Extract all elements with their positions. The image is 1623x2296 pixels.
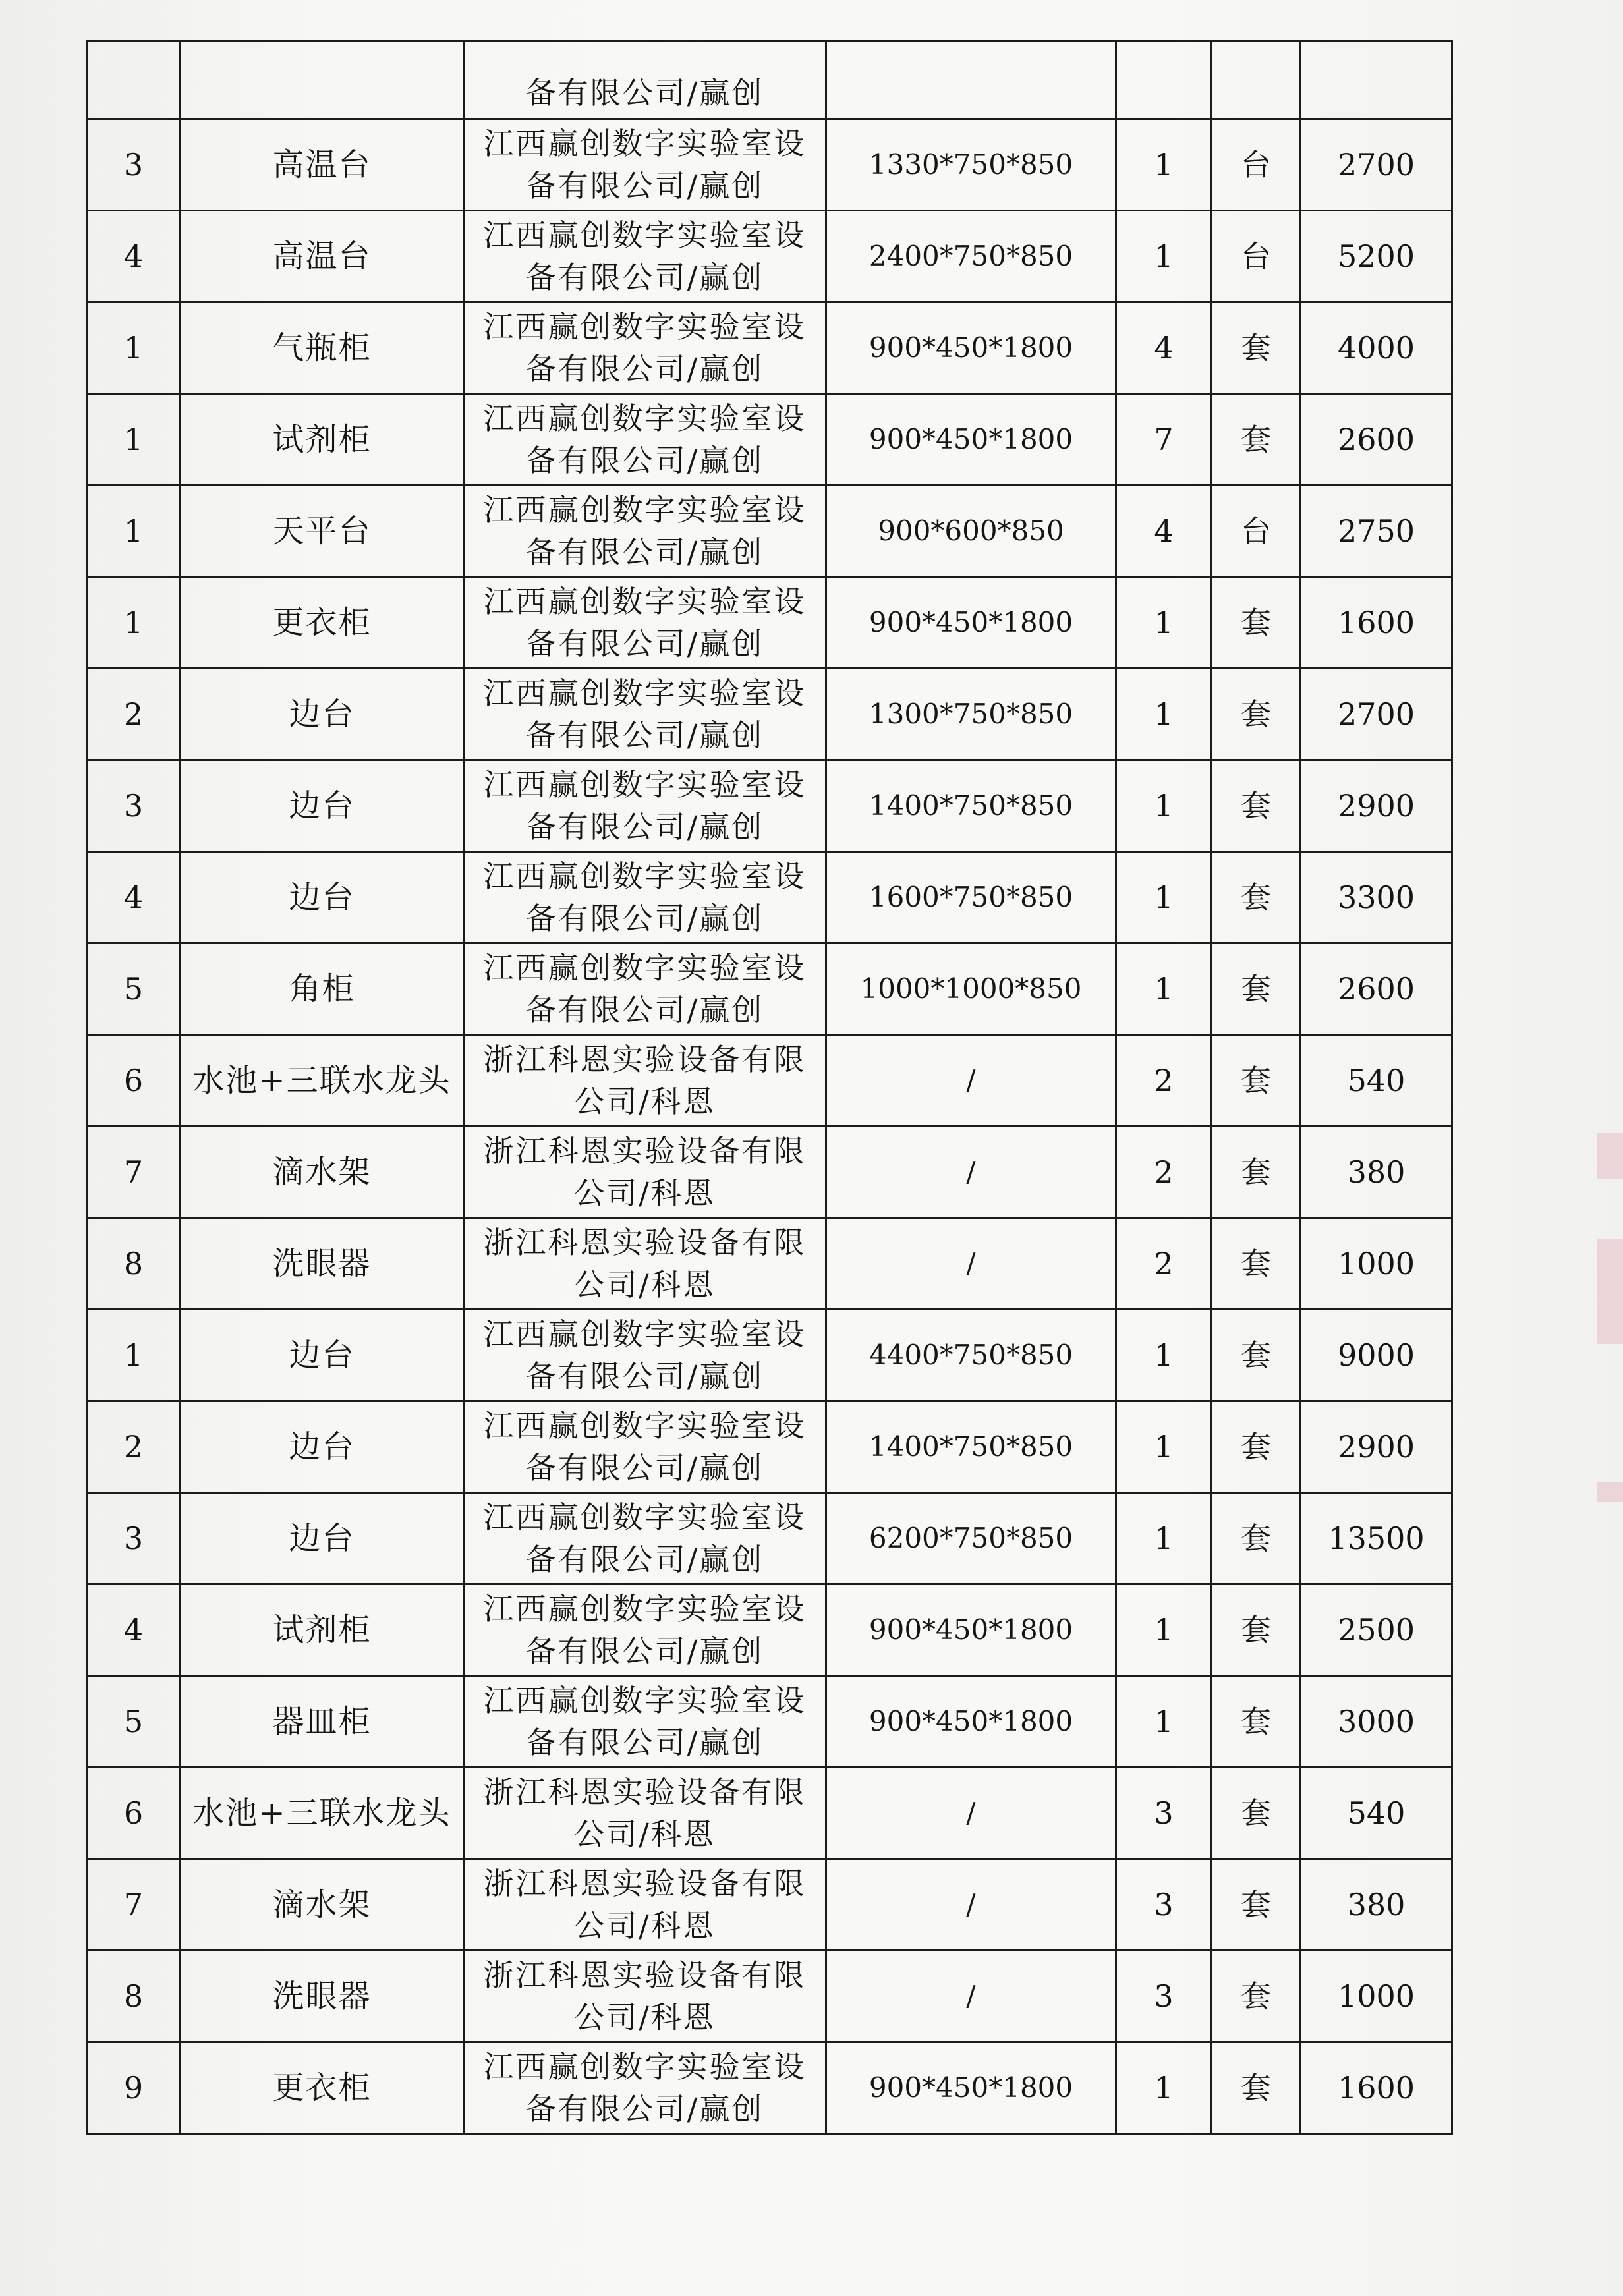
cell-name: 滴水架 xyxy=(181,1127,464,1218)
table-row xyxy=(87,1493,1452,1584)
cell-unit: 套 xyxy=(1212,760,1301,852)
table-row xyxy=(87,1951,1452,2042)
cell-qty: 4 xyxy=(1116,302,1212,394)
cell-qty: 1 xyxy=(1116,943,1212,1035)
cell-spec: 900*600*850 xyxy=(826,486,1116,577)
cell-no: 7 xyxy=(87,1127,181,1218)
cell-supplier: 江西赢创数字实验室设备有限公司/赢创 xyxy=(464,119,826,211)
cell-spec: / xyxy=(826,1127,1116,1218)
cell-price: 3300 xyxy=(1301,852,1452,943)
cell-supplier: 江西赢创数字实验室设备有限公司/赢创 xyxy=(464,1401,826,1493)
cell-qty: 1 xyxy=(1116,1401,1212,1493)
cell-unit: 套 xyxy=(1212,577,1301,669)
cell-unit: 套 xyxy=(1212,1035,1301,1127)
cell-no: 6 xyxy=(87,1768,181,1859)
table-row xyxy=(87,1310,1452,1401)
cell-supplier: 江西赢创数字实验室设备有限公司/赢创 xyxy=(464,760,826,852)
table-row xyxy=(87,852,1452,943)
cell-name: 水池+三联水龙头 xyxy=(181,1035,464,1127)
cell-supplier: 江西赢创数字实验室设备有限公司/赢创 xyxy=(464,943,826,1035)
cell-unit: 套 xyxy=(1212,943,1301,1035)
cell-unit: 套 xyxy=(1212,1768,1301,1859)
cell-qty xyxy=(1116,41,1212,119)
cell-no: 1 xyxy=(87,394,181,486)
cell-qty: 1 xyxy=(1116,211,1212,302)
cell-supplier: 江西赢创数字实验室设备有限公司/赢创 xyxy=(464,1584,826,1676)
cell-name: 边台 xyxy=(181,1401,464,1493)
cell-qty: 2 xyxy=(1116,1127,1212,1218)
cell-supplier: 江西赢创数字实验室设备有限公司/赢创 xyxy=(464,852,826,943)
cell-supplier: 江西赢创数字实验室设备有限公司/赢创 xyxy=(464,486,826,577)
table-body xyxy=(87,41,1452,2134)
cell-no: 4 xyxy=(87,211,181,302)
cell-no: 7 xyxy=(87,1859,181,1951)
cell-price: 380 xyxy=(1301,1859,1452,1951)
cell-no: 3 xyxy=(87,1493,181,1584)
cell-price: 540 xyxy=(1301,1768,1452,1859)
cell-spec: 1300*750*850 xyxy=(826,669,1116,760)
seal-edge-mark xyxy=(1597,1482,1623,1502)
cell-no: 3 xyxy=(87,760,181,852)
cell-unit: 套 xyxy=(1212,302,1301,394)
cell-unit: 套 xyxy=(1212,1584,1301,1676)
cell-spec: 1400*750*850 xyxy=(826,760,1116,852)
table-row xyxy=(87,1676,1452,1768)
cell-price: 3000 xyxy=(1301,1676,1452,1768)
table-row xyxy=(87,486,1452,577)
cell-qty: 1 xyxy=(1116,1493,1212,1584)
cell-price: 2750 xyxy=(1301,486,1452,577)
cell-qty: 1 xyxy=(1116,1310,1212,1401)
cell-unit: 套 xyxy=(1212,669,1301,760)
cell-unit: 台 xyxy=(1212,119,1301,211)
cell-spec: / xyxy=(826,1035,1116,1127)
cell-unit: 套 xyxy=(1212,1310,1301,1401)
cell-no: 8 xyxy=(87,1951,181,2042)
cell-unit: 套 xyxy=(1212,1951,1301,2042)
cell-supplier: 江西赢创数字实验室设备有限公司/赢创 xyxy=(464,1676,826,1768)
cell-qty: 1 xyxy=(1116,852,1212,943)
equipment-table xyxy=(86,40,1453,2135)
cell-name xyxy=(181,41,464,119)
cell-spec: 1600*750*850 xyxy=(826,852,1116,943)
cell-spec: / xyxy=(826,1218,1116,1310)
cell-price: 2900 xyxy=(1301,760,1452,852)
cell-name: 试剂柜 xyxy=(181,394,464,486)
cell-name: 器皿柜 xyxy=(181,1676,464,1768)
cell-name: 更衣柜 xyxy=(181,577,464,669)
cell-unit xyxy=(1212,41,1301,119)
cell-spec xyxy=(826,41,1116,119)
cell-no: 9 xyxy=(87,2042,181,2134)
cell-name: 高温台 xyxy=(181,119,464,211)
cell-unit: 套 xyxy=(1212,394,1301,486)
cell-name: 水池+三联水龙头 xyxy=(181,1768,464,1859)
table-row xyxy=(87,2042,1452,2134)
table-row xyxy=(87,119,1452,211)
cell-name: 高温台 xyxy=(181,211,464,302)
cell-qty: 3 xyxy=(1116,1859,1212,1951)
cell-name: 边台 xyxy=(181,1493,464,1584)
cell-unit: 套 xyxy=(1212,2042,1301,2134)
cell-supplier: 江西赢创数字实验室设备有限公司/赢创 xyxy=(464,394,826,486)
cell-price: 9000 xyxy=(1301,1310,1452,1401)
cell-supplier: 备有限公司/赢创 xyxy=(464,41,826,119)
cell-qty: 1 xyxy=(1116,1676,1212,1768)
cell-no: 4 xyxy=(87,1584,181,1676)
cell-qty: 1 xyxy=(1116,1584,1212,1676)
cell-supplier: 江西赢创数字实验室设备有限公司/赢创 xyxy=(464,302,826,394)
cell-supplier: 江西赢创数字实验室设备有限公司/赢创 xyxy=(464,669,826,760)
table-row xyxy=(87,302,1452,394)
table-row xyxy=(87,41,1452,119)
table-row xyxy=(87,943,1452,1035)
cell-price: 380 xyxy=(1301,1127,1452,1218)
cell-supplier: 江西赢创数字实验室设备有限公司/赢创 xyxy=(464,577,826,669)
cell-supplier: 浙江科恩实验设备有限公司/科恩 xyxy=(464,1859,826,1951)
table-row xyxy=(87,1859,1452,1951)
cell-no: 1 xyxy=(87,577,181,669)
cell-price: 1000 xyxy=(1301,1951,1452,2042)
cell-unit: 套 xyxy=(1212,1127,1301,1218)
cell-qty: 1 xyxy=(1116,119,1212,211)
cell-spec: 900*450*1800 xyxy=(826,577,1116,669)
cell-price: 540 xyxy=(1301,1035,1452,1127)
cell-spec: 900*450*1800 xyxy=(826,394,1116,486)
cell-price: 2700 xyxy=(1301,669,1452,760)
table-row xyxy=(87,1584,1452,1676)
table-row xyxy=(87,211,1452,302)
cell-name: 天平台 xyxy=(181,486,464,577)
cell-name: 洗眼器 xyxy=(181,1951,464,2042)
cell-spec: / xyxy=(826,1768,1116,1859)
cell-name: 边台 xyxy=(181,760,464,852)
cell-no: 1 xyxy=(87,486,181,577)
table-row xyxy=(87,1035,1452,1127)
cell-qty: 1 xyxy=(1116,577,1212,669)
cell-no: 5 xyxy=(87,943,181,1035)
cell-unit: 套 xyxy=(1212,1493,1301,1584)
cell-spec: 1330*750*850 xyxy=(826,119,1116,211)
cell-qty: 4 xyxy=(1116,486,1212,577)
cell-price: 13500 xyxy=(1301,1493,1452,1584)
cell-price: 2600 xyxy=(1301,394,1452,486)
cell-qty: 2 xyxy=(1116,1035,1212,1127)
cell-qty: 2 xyxy=(1116,1218,1212,1310)
cell-supplier: 江西赢创数字实验室设备有限公司/赢创 xyxy=(464,1310,826,1401)
cell-price: 1600 xyxy=(1301,577,1452,669)
cell-spec: / xyxy=(826,1951,1116,2042)
cell-name: 更衣柜 xyxy=(181,2042,464,2134)
cell-price: 2600 xyxy=(1301,943,1452,1035)
cell-supplier: 浙江科恩实验设备有限公司/科恩 xyxy=(464,1951,826,2042)
cell-spec: 6200*750*850 xyxy=(826,1493,1116,1584)
table-row xyxy=(87,669,1452,760)
cell-spec: 900*450*1800 xyxy=(826,1584,1116,1676)
cell-name: 试剂柜 xyxy=(181,1584,464,1676)
seal-edge-mark xyxy=(1597,1239,1623,1344)
cell-no: 2 xyxy=(87,669,181,760)
cell-spec: 2400*750*850 xyxy=(826,211,1116,302)
cell-qty: 1 xyxy=(1116,2042,1212,2134)
table-row xyxy=(87,1218,1452,1310)
cell-spec: 900*450*1800 xyxy=(826,302,1116,394)
cell-no: 3 xyxy=(87,119,181,211)
cell-spec: 1400*750*850 xyxy=(826,1401,1116,1493)
cell-name: 洗眼器 xyxy=(181,1218,464,1310)
cell-unit: 套 xyxy=(1212,1676,1301,1768)
cell-supplier: 江西赢创数字实验室设备有限公司/赢创 xyxy=(464,211,826,302)
cell-price: 1000 xyxy=(1301,1218,1452,1310)
cell-price: 5200 xyxy=(1301,211,1452,302)
table-row xyxy=(87,577,1452,669)
cell-price xyxy=(1301,41,1452,119)
cell-name: 气瓶柜 xyxy=(181,302,464,394)
cell-name: 滴水架 xyxy=(181,1859,464,1951)
cell-price: 2500 xyxy=(1301,1584,1452,1676)
cell-spec: / xyxy=(826,1859,1116,1951)
cell-spec: 900*450*1800 xyxy=(826,2042,1116,2134)
cell-supplier: 浙江科恩实验设备有限公司/科恩 xyxy=(464,1218,826,1310)
cell-name: 边台 xyxy=(181,1310,464,1401)
cell-supplier: 浙江科恩实验设备有限公司/科恩 xyxy=(464,1035,826,1127)
cell-supplier: 浙江科恩实验设备有限公司/科恩 xyxy=(464,1127,826,1218)
cell-price: 2900 xyxy=(1301,1401,1452,1493)
cell-qty: 3 xyxy=(1116,1768,1212,1859)
cell-qty: 1 xyxy=(1116,669,1212,760)
cell-no xyxy=(87,41,181,119)
cell-spec: 1000*1000*850 xyxy=(826,943,1116,1035)
table-row xyxy=(87,760,1452,852)
cell-name: 边台 xyxy=(181,669,464,760)
cell-qty: 1 xyxy=(1116,760,1212,852)
table-row xyxy=(87,1768,1452,1859)
cell-no: 1 xyxy=(87,302,181,394)
cell-unit: 套 xyxy=(1212,1859,1301,1951)
cell-no: 5 xyxy=(87,1676,181,1768)
cell-unit: 套 xyxy=(1212,852,1301,943)
cell-qty: 3 xyxy=(1116,1951,1212,2042)
cell-unit: 套 xyxy=(1212,1218,1301,1310)
cell-spec: 900*450*1800 xyxy=(826,1676,1116,1768)
table-row xyxy=(87,394,1452,486)
cell-price: 4000 xyxy=(1301,302,1452,394)
cell-no: 8 xyxy=(87,1218,181,1310)
cell-unit: 台 xyxy=(1212,211,1301,302)
table-row xyxy=(87,1401,1452,1493)
cell-qty: 7 xyxy=(1116,394,1212,486)
cell-supplier: 江西赢创数字实验室设备有限公司/赢创 xyxy=(464,2042,826,2134)
cell-supplier: 江西赢创数字实验室设备有限公司/赢创 xyxy=(464,1493,826,1584)
cell-unit: 台 xyxy=(1212,486,1301,577)
table-row xyxy=(87,1127,1452,1218)
cell-name: 边台 xyxy=(181,852,464,943)
cell-no: 2 xyxy=(87,1401,181,1493)
cell-name: 角柜 xyxy=(181,943,464,1035)
cell-unit: 套 xyxy=(1212,1401,1301,1493)
cell-price: 1600 xyxy=(1301,2042,1452,2134)
cell-no: 6 xyxy=(87,1035,181,1127)
cell-price: 2700 xyxy=(1301,119,1452,211)
seal-edge-mark xyxy=(1597,1133,1623,1179)
cell-supplier: 浙江科恩实验设备有限公司/科恩 xyxy=(464,1768,826,1859)
cell-spec: 4400*750*850 xyxy=(826,1310,1116,1401)
cell-no: 4 xyxy=(87,852,181,943)
cell-no: 1 xyxy=(87,1310,181,1401)
